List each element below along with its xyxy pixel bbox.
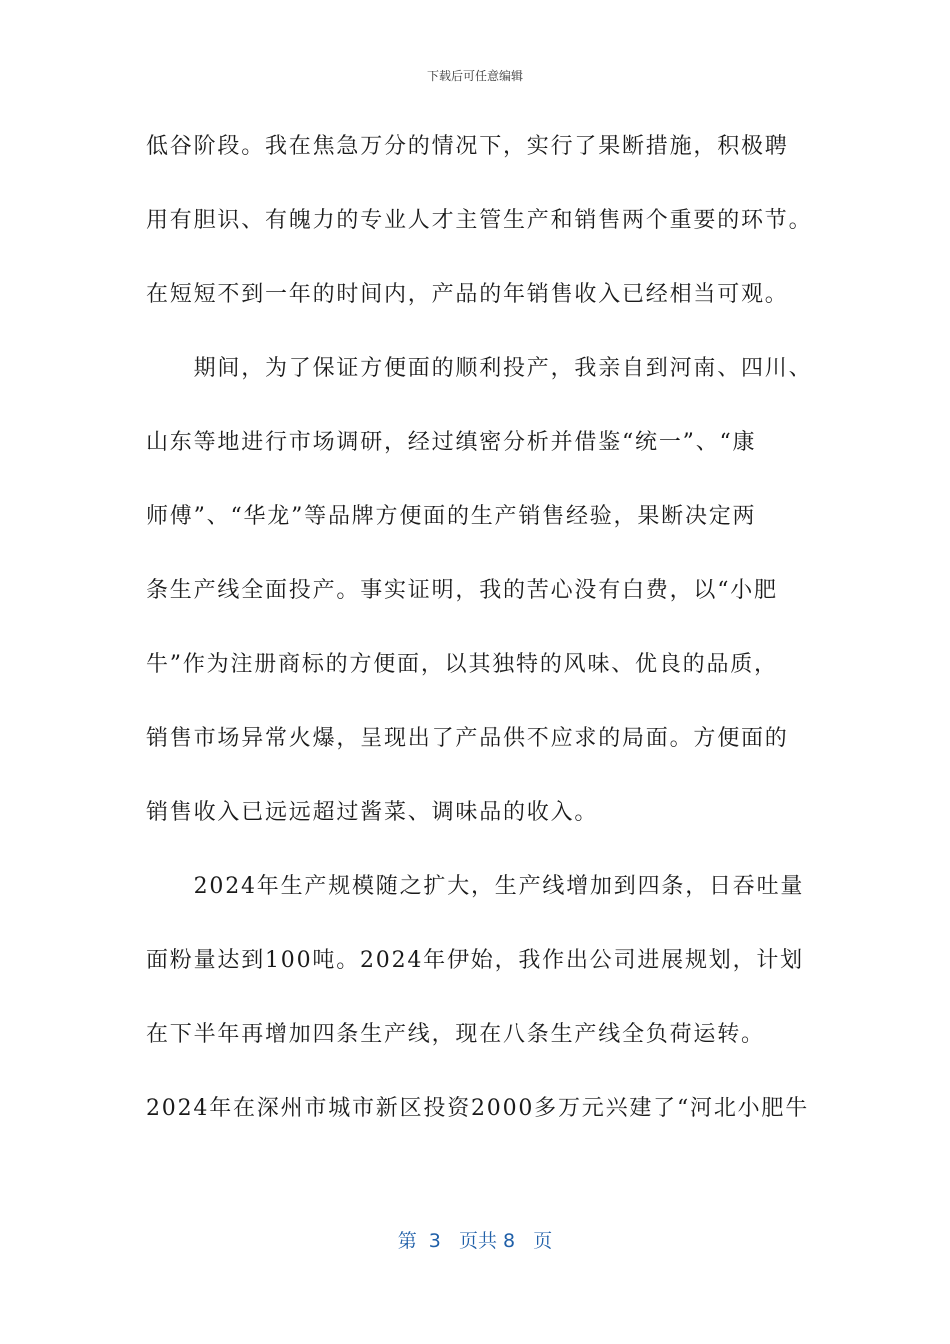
text-line: 面粉量达到100吨。2024年伊始，我作出公司进展规划，计划 <box>146 948 804 973</box>
page-header: 下载后可任意编辑 <box>426 69 523 83</box>
text-line: 在短短不到一年的时间内，产品的年销售收入已经相当可观。 <box>146 282 789 307</box>
text-line: 用有胆识、有魄力的专业人才主管生产和销售两个重要的环节。 <box>146 208 813 233</box>
text-line: 山东等地进行市场调研，经过缜密分析并借鉴“统一”、“康 <box>146 430 757 455</box>
text-line: 条生产线全面投产。事实证明，我的苦心没有白费，以“小肥 <box>146 578 778 603</box>
text-line: 低谷阶段。我在焦急万分的情况下，实行了果断措施，积极聘 <box>146 134 789 159</box>
text-line: 在下半年再增加四条生产线，现在八条生产线全负荷运转。 <box>146 1022 765 1047</box>
text-line: 期间，为了保证方便面的顺利投产，我亲自到河南、四川、 <box>146 356 813 381</box>
text-line: 销售市场异常火爆，呈现出了产品供不应求的局面。方便面的 <box>146 726 789 751</box>
text-line: 师傅”、“华龙”等品牌方便面的生产销售经验，果断决定两 <box>146 504 757 529</box>
text-line: 2024年生产规模随之扩大，生产线增加到四条，日吞吐量 <box>146 874 805 899</box>
text-line: 销售收入已远远超过酱菜、调味品的收入。 <box>146 800 599 825</box>
text-line: 2024年在深州市城市新区投资2000多万元兴建了“河北小肥牛 <box>146 1096 810 1121</box>
text-line: 牛”作为注册商标的方便面，以其独特的风味、优良的品质， <box>146 652 778 677</box>
page-number-footer: 第 3 页共 8 页 <box>397 1230 553 1252</box>
